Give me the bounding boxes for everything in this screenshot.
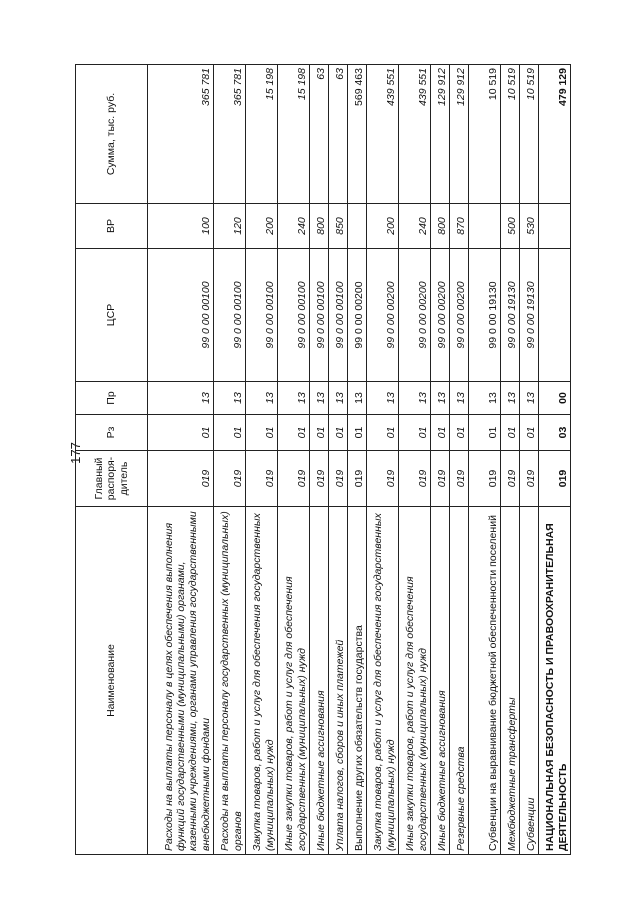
row-rz: 01	[214, 415, 246, 451]
row-admin: 019	[539, 451, 571, 507]
row-csr: 99 0 00 00200	[431, 249, 450, 382]
row-admin: 019	[367, 451, 399, 507]
row-csr: 99 0 00 19130	[469, 249, 501, 382]
row-sum: 439 551	[367, 65, 399, 204]
row-pr: 13	[246, 382, 278, 415]
row-sum: 15 198	[278, 65, 310, 204]
row-sum: 10 519	[520, 65, 539, 204]
row-vr: 100	[148, 204, 214, 249]
row-sum: 365 781	[148, 65, 214, 204]
row-admin: 019	[520, 451, 539, 507]
row-admin: 019	[148, 451, 214, 507]
row-csr: 99 0 00 00100	[148, 249, 214, 382]
row-rz: 01	[148, 415, 214, 451]
row-name: Иные закупки товаров, работ и услуг для обеспечения государственных (муниципальных) нужд	[399, 507, 431, 855]
table-row	[329, 65, 348, 855]
row-rz: 01	[329, 415, 348, 451]
row-csr: 99 0 00 19130	[501, 249, 520, 382]
row-name: Субвенции на выравнивание бюджетной обеспеченности поселений	[469, 507, 501, 855]
table-row	[367, 65, 399, 855]
table-row	[148, 65, 214, 855]
row-rz: 01	[278, 415, 310, 451]
row-name: Уплата налогов, сборов и иных платежей	[329, 507, 348, 855]
row-admin: 019	[469, 451, 501, 507]
row-sum: 10 519	[469, 65, 501, 204]
row-sum: 15 198	[246, 65, 278, 204]
row-admin: 019	[348, 451, 367, 507]
row-pr: 13	[278, 382, 310, 415]
row-vr: 500	[501, 204, 520, 249]
row-name: Иные закупки товаров, работ и услуг для обеспечения государственных (муниципальных) нужд	[278, 507, 310, 855]
row-csr: 99 0 00 00100	[246, 249, 278, 382]
row-rz: 01	[399, 415, 431, 451]
row-vr: 530	[520, 204, 539, 249]
row-name: Межбюджетные трансферты	[501, 507, 520, 855]
table-row	[539, 65, 571, 855]
row-name: Расходы на выплаты персоналу государственных (муниципальных) органов	[214, 507, 246, 855]
row-rz: 01	[431, 415, 450, 451]
row-sum: 129 912	[450, 65, 469, 204]
row-vr	[348, 204, 367, 249]
row-sum: 10 519	[501, 65, 520, 204]
row-rz: 01	[310, 415, 329, 451]
row-sum: 63	[310, 65, 329, 204]
row-pr: 13	[520, 382, 539, 415]
row-sum: 439 551	[399, 65, 431, 204]
row-name: Выполнение других обязательств государства	[348, 507, 367, 855]
table-row	[450, 65, 469, 855]
row-sum: 365 781	[214, 65, 246, 204]
budget-table	[75, 64, 571, 855]
rotated-page	[75, 65, 569, 855]
header-name: Наименование	[76, 507, 148, 855]
row-rz: 03	[539, 415, 571, 451]
row-admin: 019	[399, 451, 431, 507]
row-sum: 569 463	[348, 65, 367, 204]
table-row	[214, 65, 246, 855]
row-rz: 01	[469, 415, 501, 451]
table-row	[348, 65, 367, 855]
row-csr: 99 0 00 00200	[367, 249, 399, 382]
row-vr: 850	[329, 204, 348, 249]
row-csr: 99 0 00 00200	[450, 249, 469, 382]
row-pr: 13	[329, 382, 348, 415]
row-vr: 240	[278, 204, 310, 249]
row-name: Расходы на выплаты персоналу в целях обеспечения выполнения функций государственными (муниципальными) органами, казенными учреждениями, органами управления государственными внебюджетными фондами	[148, 507, 214, 855]
row-csr: 99 0 00 00200	[399, 249, 431, 382]
row-pr: 13	[399, 382, 431, 415]
row-admin: 019	[310, 451, 329, 507]
row-csr	[539, 249, 571, 382]
table-row	[278, 65, 310, 855]
row-csr: 99 0 00 00100	[329, 249, 348, 382]
row-admin: 019	[501, 451, 520, 507]
row-admin: 019	[329, 451, 348, 507]
row-pr: 13	[214, 382, 246, 415]
row-admin: 019	[214, 451, 246, 507]
header-rz: Рз	[76, 415, 148, 451]
row-csr: 99 0 00 00100	[214, 249, 246, 382]
table-row	[431, 65, 450, 855]
row-pr: 00	[539, 382, 571, 415]
row-rz: 01	[367, 415, 399, 451]
row-admin: 019	[246, 451, 278, 507]
row-csr: 99 0 00 00100	[278, 249, 310, 382]
row-admin: 019	[278, 451, 310, 507]
table-row	[520, 65, 539, 855]
row-sum: 129 912	[431, 65, 450, 204]
row-sum: 479 129	[539, 65, 571, 204]
table-row	[246, 65, 278, 855]
row-vr: 800	[431, 204, 450, 249]
row-admin: 019	[450, 451, 469, 507]
row-name: Закупка товаров, работ и услуг для обеспечения государственных (муниципальных) нужд	[246, 507, 278, 855]
row-csr: 99 0 00 19130	[520, 249, 539, 382]
row-vr	[539, 204, 571, 249]
row-name: Иные бюджетные ассигнования	[431, 507, 450, 855]
row-vr: 870	[450, 204, 469, 249]
row-vr	[469, 204, 501, 249]
row-pr: 13	[450, 382, 469, 415]
row-rz: 01	[501, 415, 520, 451]
row-csr: 99 0 00 00100	[310, 249, 329, 382]
row-pr: 13	[469, 382, 501, 415]
row-vr: 240	[399, 204, 431, 249]
row-pr: 13	[348, 382, 367, 415]
page-number: 177	[68, 442, 83, 464]
row-admin: 019	[431, 451, 450, 507]
header-sum: Сумма, тыс. руб.	[76, 65, 148, 204]
row-name: Резервные средства	[450, 507, 469, 855]
row-pr: 13	[148, 382, 214, 415]
header-vr: ВР	[76, 204, 148, 249]
row-vr: 120	[214, 204, 246, 249]
row-name: Субвенции	[520, 507, 539, 855]
row-rz: 01	[348, 415, 367, 451]
header-admin: Главный распоря-дитель	[76, 451, 148, 507]
row-rz: 01	[450, 415, 469, 451]
row-pr: 13	[431, 382, 450, 415]
row-vr: 200	[246, 204, 278, 249]
row-vr: 200	[367, 204, 399, 249]
table-row	[310, 65, 329, 855]
row-name: Иные бюджетные ассигнования	[310, 507, 329, 855]
table-header-row	[76, 65, 148, 855]
header-csr: ЦСР	[76, 249, 148, 382]
row-name: НАЦИОНАЛЬНАЯ БЕЗОПАСНОСТЬ И ПРАВООХРАНИТЕЛЬНАЯ ДЕЯТЕЛЬНОСТЬ	[539, 507, 571, 855]
table-row	[399, 65, 431, 855]
row-vr: 800	[310, 204, 329, 249]
row-rz: 01	[246, 415, 278, 451]
row-csr: 99 0 00 00200	[348, 249, 367, 382]
row-pr: 13	[501, 382, 520, 415]
row-rz: 01	[520, 415, 539, 451]
table-frame	[75, 65, 569, 855]
header-pr: Пр	[76, 382, 148, 415]
table-row	[469, 65, 501, 855]
table-row	[501, 65, 520, 855]
row-pr: 13	[310, 382, 329, 415]
row-sum: 63	[329, 65, 348, 204]
row-name: Закупка товаров, работ и услуг для обеспечения государственных (муниципальных) нужд	[367, 507, 399, 855]
row-pr: 13	[367, 382, 399, 415]
